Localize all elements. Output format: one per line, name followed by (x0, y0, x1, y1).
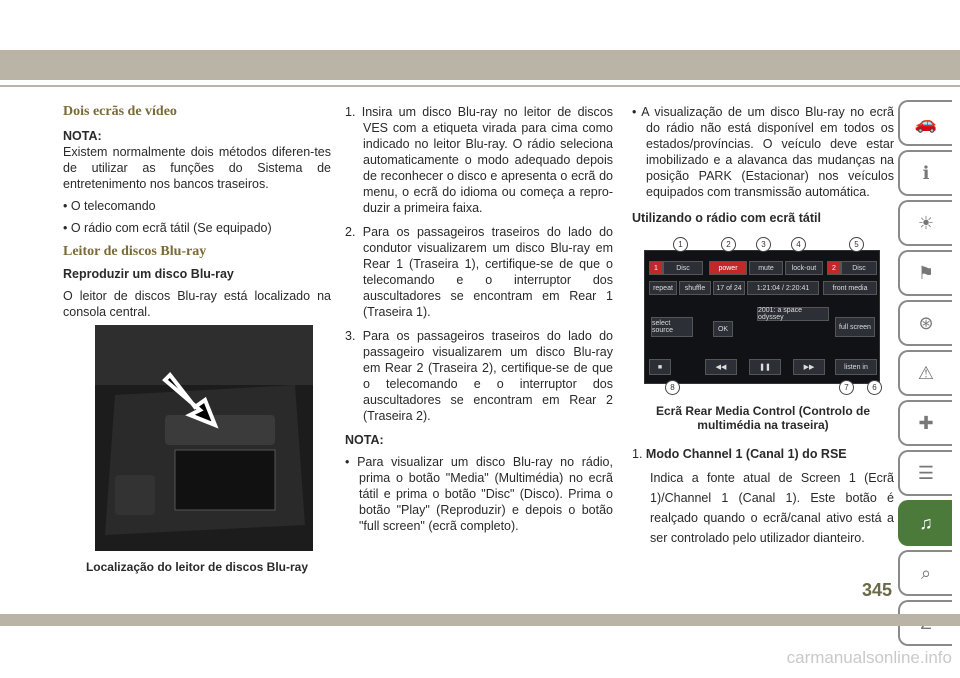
callout-4: 4 (791, 237, 806, 252)
steering-icon[interactable]: ⊛ (898, 300, 952, 346)
front-media-button[interactable]: front media (823, 281, 877, 295)
bullet-item: • A visualização de um disco Blu-ray no ecrã do rádio não está disponível em todos os estados/províncias. O veículo deve estar imobilizado e a alavanca das mudanças na posição PARK (Estacionar) nos veículos equipados com transmissão automática. (632, 105, 894, 199)
mute-button[interactable]: mute (749, 261, 783, 275)
note-bullet: • Para visualizar um disco Blu-ray no rádio, prima o botão "Media" (Multimédia) no ecrã tátil e prima o botão "Disc" (Disco). Prima o botão "Play" (Reproduzir) e depois o botão "full screen" (ecrã completo). (345, 455, 613, 533)
middle-column (345, 104, 613, 540)
rse-screen (644, 250, 880, 384)
title-display: 2001: a space odyssey (757, 307, 829, 321)
callout-7: 7 (839, 380, 854, 395)
search-icon[interactable]: ⌕ (898, 550, 952, 596)
callout-5: 5 (849, 237, 864, 252)
header-rule (0, 85, 960, 87)
watermark: carmanualsonline.info (786, 648, 952, 667)
disc2-button[interactable]: Disc (841, 261, 877, 275)
step-item: 2. Para os passageiros traseiros do lado do condutor visualizarem um disco Blu-ray em Rear 1 (Traseira 1), certifique-se de que o telecomando e o interruptor dos auscultadores se encontram em Rear 1 (Traseira 1). (345, 225, 613, 319)
item-number: 1. (632, 447, 643, 461)
prev-button[interactable]: ◀◀ (705, 359, 737, 375)
screen-caption: Ecrã Rear Media Control (Controlo de multimédia na traseira) (655, 404, 871, 432)
channel2-button[interactable]: 2 (827, 261, 841, 275)
select-source-button[interactable]: select source (651, 317, 693, 337)
shuffle-button[interactable]: shuffle (679, 281, 711, 295)
page-number: 345 (862, 580, 893, 600)
sub-subheading: Reproduzir um disco Blu-ray (63, 267, 234, 281)
media-icon[interactable]: ♫ (898, 500, 952, 546)
car-info-icon[interactable]: 🚗 (898, 100, 952, 146)
callout-2: 2 (721, 237, 736, 252)
footer-band (0, 614, 960, 626)
subheading: Leitor de discos Blu-ray (63, 244, 207, 259)
ok-button[interactable]: OK (713, 321, 733, 337)
stop-button[interactable]: ■ (649, 359, 671, 375)
full-screen-button[interactable]: full screen (835, 317, 875, 337)
section-heading: Dois ecrãs de vídeo (63, 104, 177, 119)
chapter-tabs (898, 100, 954, 650)
item-block (632, 446, 894, 554)
header-band (0, 50, 960, 80)
repeat-button[interactable]: repeat (649, 281, 677, 295)
callout-8: 8 (665, 380, 680, 395)
bluray-location-photo (95, 325, 313, 551)
item-title: Modo Channel 1 (Canal 1) do RSE (645, 447, 847, 461)
step-item: 3. Para os passageiros traseiros do lado do passageiro visualizarem um disco Blu-ray em Rear 2 (Traseira 2), certifique-se de que o telecomando e o interruptor dos auscultadores se encontram em Rear 2 (Traseira 2). (345, 329, 613, 423)
spec-icon[interactable]: ☰ (898, 450, 952, 496)
listen-in-button[interactable]: listen in (835, 359, 877, 375)
subheading: Utilizando o rádio com ecrã tátil (632, 211, 821, 225)
dashboard-icon[interactable]: ☀ (898, 200, 952, 246)
callout-6: 6 (867, 380, 882, 395)
warning-light-icon[interactable]: ℹ (898, 150, 952, 196)
next-button[interactable]: ▶▶ (793, 359, 825, 375)
photo-caption: Localização do leitor de discos Blu-ray (85, 560, 309, 574)
step-item: 1. Insira um disco Blu-ray no leitor de discos VES com a etiqueta virada para cima como indicado no leitor Blu-ray. O rádio seleciona automaticamente o modo adequado depois de reconhecer o disco e apresenta o ecrã do menu, o ecrã do idioma ou começa a repro-duzir a primeira faixa. (345, 105, 613, 215)
airbag-icon[interactable]: ⚑ (898, 250, 952, 296)
pause-button[interactable]: ❚❚ (749, 359, 781, 375)
note-label: NOTA: (345, 433, 384, 447)
time-display: 1:21:04 / 2:20:41 (747, 281, 819, 295)
channel1-button[interactable]: 1 (649, 261, 663, 275)
right-column (632, 104, 894, 226)
item-text: Indica a fonte atual de Screen 1 (Ecrã 1)/Channel 1 (Canal 1). Este botão é realçado quando o ecrã/canal ativo está a ser controlado pelo utilizador dianteiro. (650, 471, 894, 545)
wrench-icon[interactable]: ✚ (898, 400, 952, 446)
paragraph: O leitor de discos Blu-ray está localizado na consola central. (63, 289, 331, 319)
bullet-item: • O rádio com ecrã tátil (Se equipado) (63, 221, 272, 235)
note-text: Existem normalmente dois métodos diferen-tes de utilizar as funções do Sistema de entretenimento nos bancos traseiros. (63, 145, 331, 191)
note-label: NOTA: (63, 129, 102, 143)
lockout-button[interactable]: lock-out (785, 261, 823, 275)
power-button[interactable]: power (709, 261, 747, 275)
disc1-button[interactable]: Disc (663, 261, 703, 275)
callout-1: 1 (673, 237, 688, 252)
hazard-icon[interactable]: ⚠ (898, 350, 952, 396)
left-column (63, 104, 331, 326)
bullet-item: • O telecomando (63, 199, 156, 213)
track-counter: 17 of 24 (713, 281, 745, 295)
callout-3: 3 (756, 237, 771, 252)
